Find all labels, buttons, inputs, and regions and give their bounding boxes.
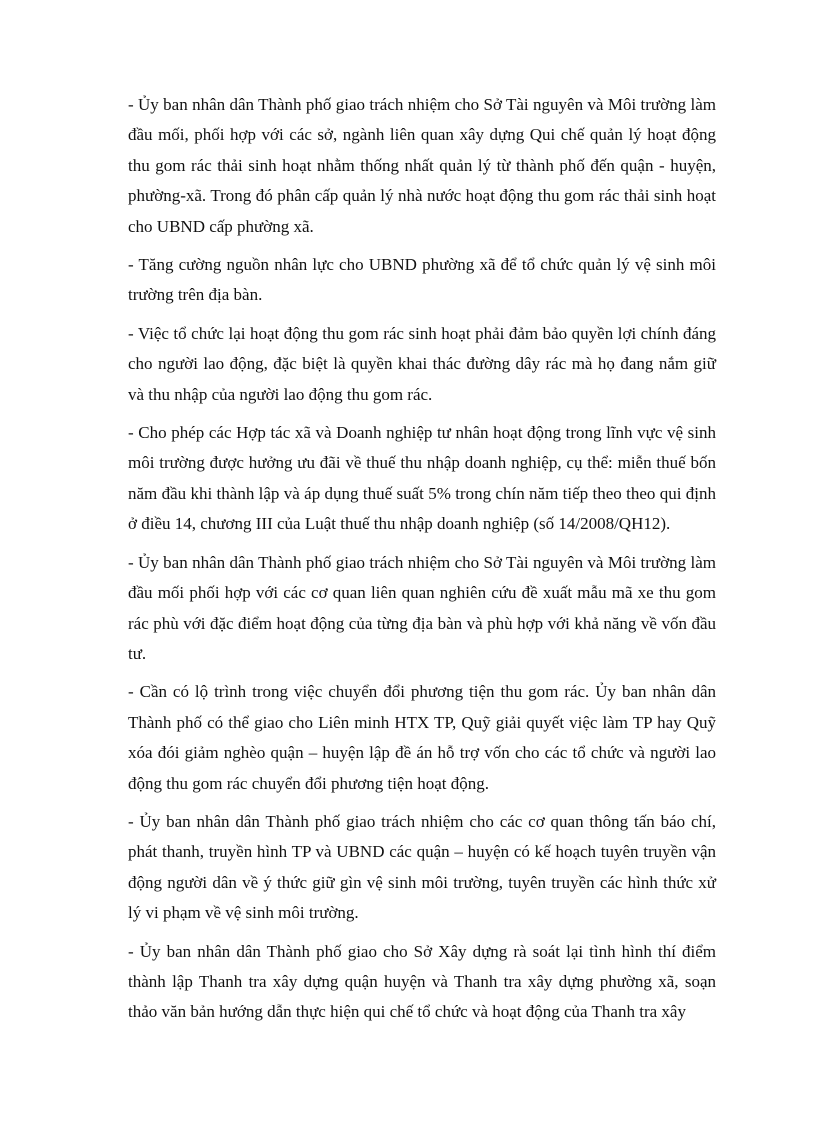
paragraph-3: - Việc tổ chức lại hoạt động thu gom rác sinh hoạt phải đảm bảo quyền lợi chính đáng cho người lao động, đặc biệt là quyền khai thác đường dây rác mà họ đang nắm giữ và thu nhập của người lao động thu gom rác.: [128, 323, 716, 404]
document-body: [128, 90, 716, 1036]
paragraph-4: - Cho phép các Hợp tác xã và Doanh nghiệp tư nhân hoạt động trong lĩnh vực vệ sinh môi trường được hưởng ưu đãi về thuế thu nhập doanh nghiệp, cụ thể: miễn thuế bốn năm đầu khi thành lập và áp dụng thuế suất 5% trong chín năm tiếp theo theo qui định ở điều 14, chương III của Luật thuế thu nhập doanh nghiệp (số 14/2008/QH12).: [128, 423, 716, 534]
paragraph-8: - Ủy ban nhân dân Thành phố giao cho Sở Xây dựng rà soát lại tình hình thí điểm thành lập Thanh tra xây dựng quận huyện và Thanh tra xây dựng phường xã, soạn thảo văn bản hướng dẫn thực hiện qui chế tổ chức và hoạt động của Thanh tra xây: [128, 941, 716, 1022]
paragraph-2: - Tăng cường nguồn nhân lực cho UBND phường xã để tổ chức quản lý vệ sinh môi trường trên địa bàn.: [128, 255, 716, 305]
paragraph-1: - Ủy ban nhân dân Thành phố giao trách nhiệm cho Sở Tài nguyên và Môi trường làm đầu mối, phối hợp với các sở, ngành liên quan xây dựng Qui chế quản lý hoạt động thu gom rác thải sinh hoạt nhằm thống nhất quản lý từ thành phố đến quận - huyện, phường-xã. Trong đó phân cấp quản lý nhà nước hoạt động thu gom rác thải sinh hoạt cho UBND cấp phường xã.: [128, 95, 716, 236]
paragraph-7: - Ủy ban nhân dân Thành phố giao trách nhiệm cho các cơ quan thông tấn báo chí, phát thanh, truyền hình TP và UBND các quận – huyện có kế hoạch tuyên truyền vận động người dân về ý thức giữ gìn vệ sinh môi trường, tuyên truyền các hình thức xử lý vi phạm về vệ sinh môi trường.: [128, 811, 716, 923]
paragraph-6: - Cần có lộ trình trong việc chuyển đổi phương tiện thu gom rác. Ủy ban nhân dân Thành phố có thể giao cho Liên minh HTX TP, Quỹ giải quyết việc làm TP hay Quỹ xóa đói giảm nghèo quận – huyện lập đề án hỗ trợ vốn cho các tổ chức và người lao động thu gom rác chuyển đổi phương tiện hoạt động.: [128, 682, 716, 793]
paragraph-5: - Ủy ban nhân dân Thành phố giao trách nhiệm cho Sở Tài nguyên và Môi trường làm đầu mối phối hợp với các cơ quan liên quan nghiên cứu đề xuất mẫu mã xe thu gom rác phù với đặc điểm hoạt động của từng địa bàn và phù hợp với khả năng về vốn đầu tư.: [128, 552, 716, 663]
